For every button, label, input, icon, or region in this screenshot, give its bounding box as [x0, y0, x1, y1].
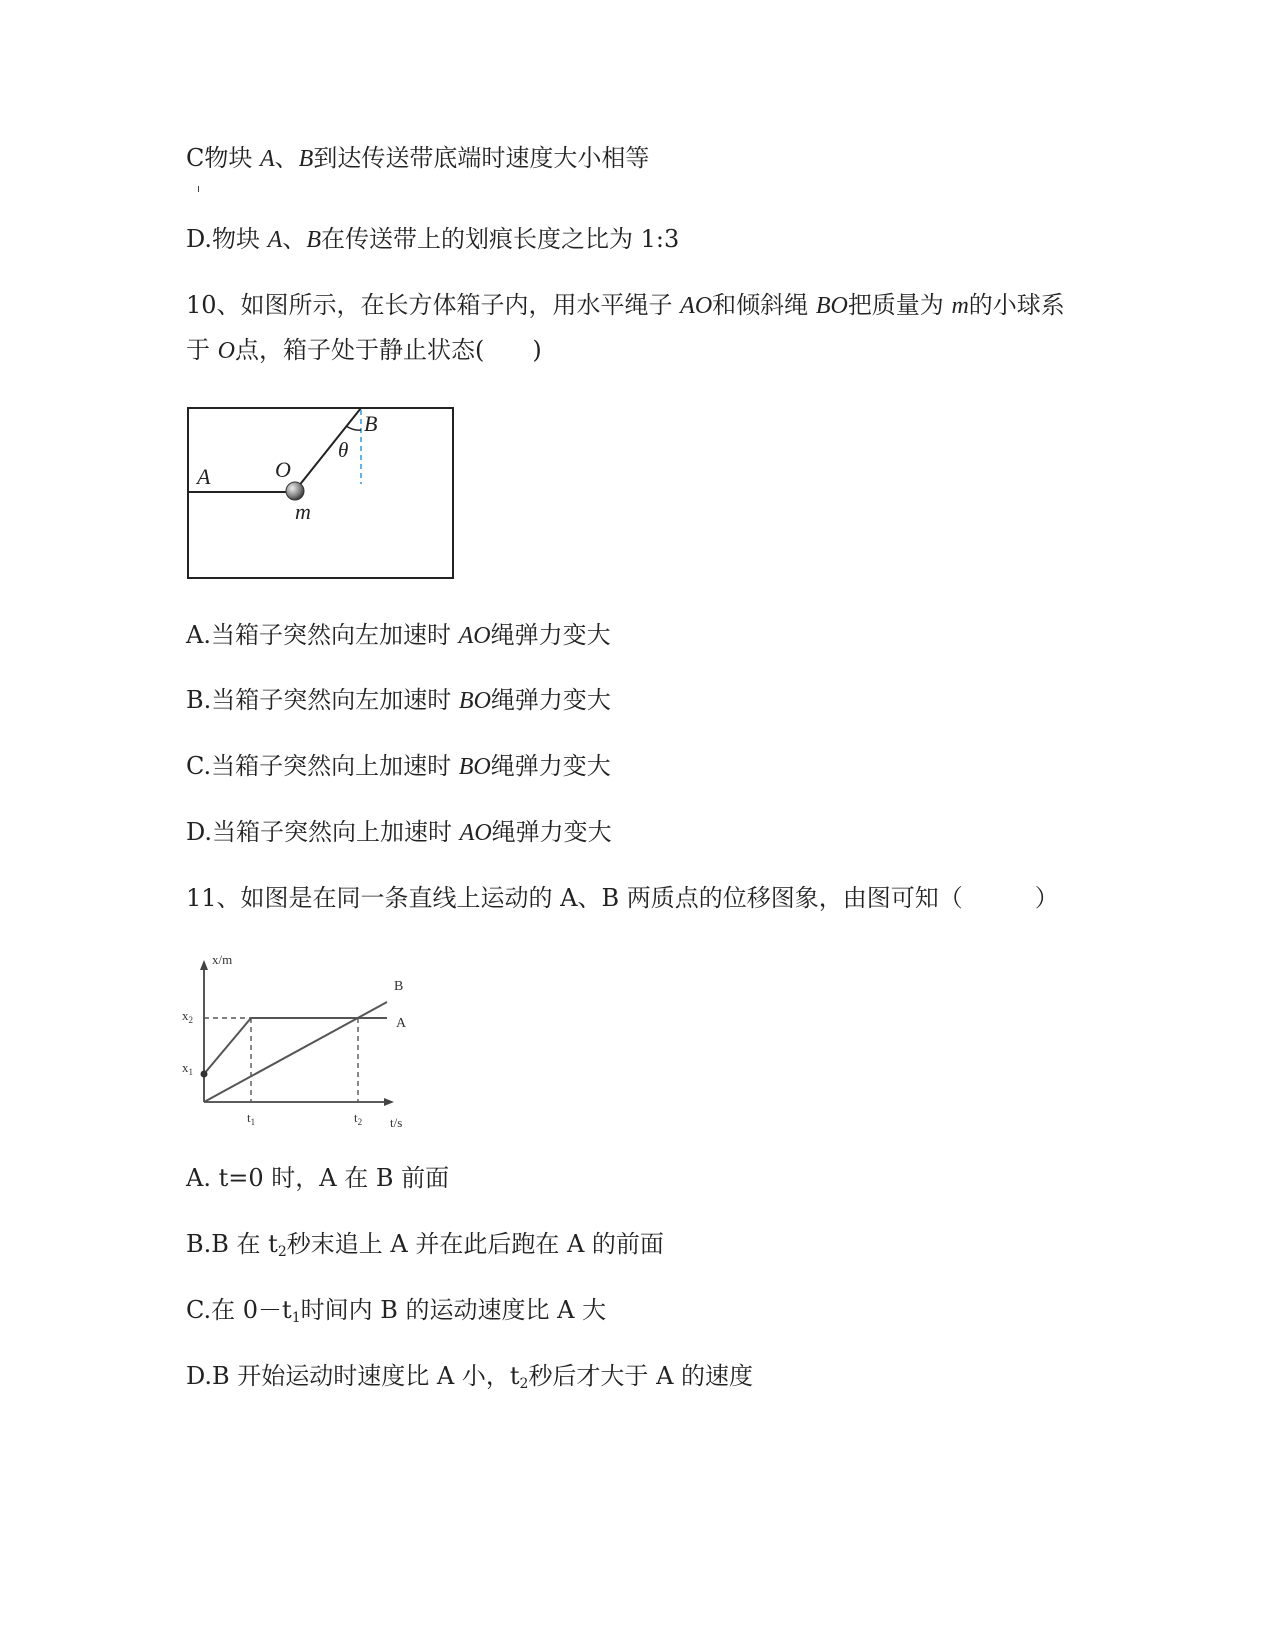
label-b: B [364, 411, 378, 436]
q9-option-c-rest: 到达传送带底端时速度大小相等 [313, 144, 650, 172]
option-text: 绳弹力变大 [490, 686, 611, 714]
subscript: 1 [291, 1310, 301, 1326]
x-axis-arrow [384, 1098, 394, 1106]
option-text: D.B 开始运动时速度比 A 小，t [186, 1362, 520, 1390]
subscript: 2 [277, 1244, 287, 1260]
q10-stem-line1 [186, 290, 1065, 321]
q10-stem-text: 把质量为 [847, 291, 952, 319]
q11-option-d [186, 1361, 753, 1399]
label-m: m [295, 499, 311, 524]
series-b-label: B [394, 979, 404, 994]
option-text: D.当箱子突然向上加速时 [186, 818, 460, 846]
option-rope: BO [458, 688, 491, 714]
q9-option-d-a: A [267, 227, 283, 253]
option-rope: BO [458, 754, 491, 780]
q10-stem-text: 于 [186, 336, 218, 364]
tick-x2: $x_2$ [182, 1008, 193, 1025]
option-rope: AO [458, 623, 491, 649]
y-axis-arrow [200, 960, 208, 970]
option-text: 绳弹力变大 [490, 752, 611, 780]
q11-position-time-chart [176, 950, 426, 1135]
q9-option-d-rest: 在传送带上的划痕长度之比为 1:3 [321, 225, 680, 253]
q10-stem-text: 点，箱子处于静止状态( ) [234, 336, 542, 364]
rope-bo [294, 408, 361, 492]
series-a-line [204, 1018, 387, 1074]
option-text: 绳弹力变大 [490, 621, 611, 649]
q10-stem-m: m [951, 293, 969, 319]
q9-option-c-prefix: C物块 [186, 144, 260, 172]
option-text: B.当箱子突然向左加速时 [186, 686, 459, 714]
option-text: 时间内 B 的运动速度比 A 大 [300, 1296, 607, 1324]
q11-stem: 11、如图是在同一条直线上运动的 A、B 两质点的位移图象，由图可知（ ） [186, 884, 1059, 912]
q9-option-d-b: B [306, 227, 321, 253]
theta-arc [346, 426, 361, 430]
series-a-label: A [396, 1016, 407, 1031]
tick-t1: $t_1$ [247, 1110, 256, 1127]
q10-stem-text: 10、如图所示，在长方体箱子内，用水平绳子 [186, 291, 681, 319]
q9-option-d-sep: 、 [282, 225, 307, 253]
x-axis-label: t/s [390, 1115, 403, 1130]
q10-box-figure [186, 404, 466, 584]
q10-stem-text: 的小球系 [968, 291, 1065, 319]
subscript: 2 [519, 1376, 529, 1392]
q10-option-c [186, 751, 611, 782]
label-a: A [197, 464, 211, 489]
q11-option-c [186, 1295, 606, 1333]
stray-mark [198, 186, 199, 192]
q10-stem-text: 和倾斜绳 [712, 291, 816, 319]
option-text: 绳弹力变大 [491, 818, 612, 846]
q9-option-c-b: B [298, 146, 314, 172]
q9-option-c-sep: 、 [274, 144, 299, 172]
tick-x1: $x_1$ [182, 1060, 193, 1077]
option-text: C.当箱子突然向上加速时 [186, 752, 459, 780]
q9-option-d [186, 224, 679, 255]
q9-option-c [186, 143, 649, 174]
q11-option-a: A. t=0 时，A 在 B 前面 [186, 1164, 450, 1192]
series-a-start-point [201, 1071, 208, 1078]
option-text: 秒后才大于 A 的速度 [528, 1362, 754, 1390]
y-axis-label: x/m [212, 952, 233, 967]
option-text: C.在 0－t [186, 1296, 292, 1324]
option-text: 秒末追上 A 并在此后跑在 A 的前面 [286, 1230, 664, 1258]
q10-option-a [186, 620, 611, 651]
option-rope: AO [459, 820, 492, 846]
q10-option-d [186, 817, 612, 848]
option-text: B.B 在 t [186, 1230, 278, 1258]
q10-stem-line2 [186, 335, 542, 366]
option-text: A.当箱子突然向左加速时 [186, 621, 459, 649]
q10-stem-bo: BO [815, 293, 848, 319]
tick-t2: $t_2$ [354, 1110, 363, 1127]
q11-option-b [186, 1229, 664, 1267]
q10-stem-o: O [217, 338, 235, 364]
ball-m [286, 482, 304, 500]
q10-option-b [186, 685, 611, 716]
label-theta: θ [338, 438, 349, 462]
q9-option-c-a: A [260, 146, 275, 172]
q9-option-d-prefix: D.物块 [186, 225, 268, 253]
label-o: O [275, 457, 291, 482]
q10-stem-ao: AO [680, 293, 713, 319]
